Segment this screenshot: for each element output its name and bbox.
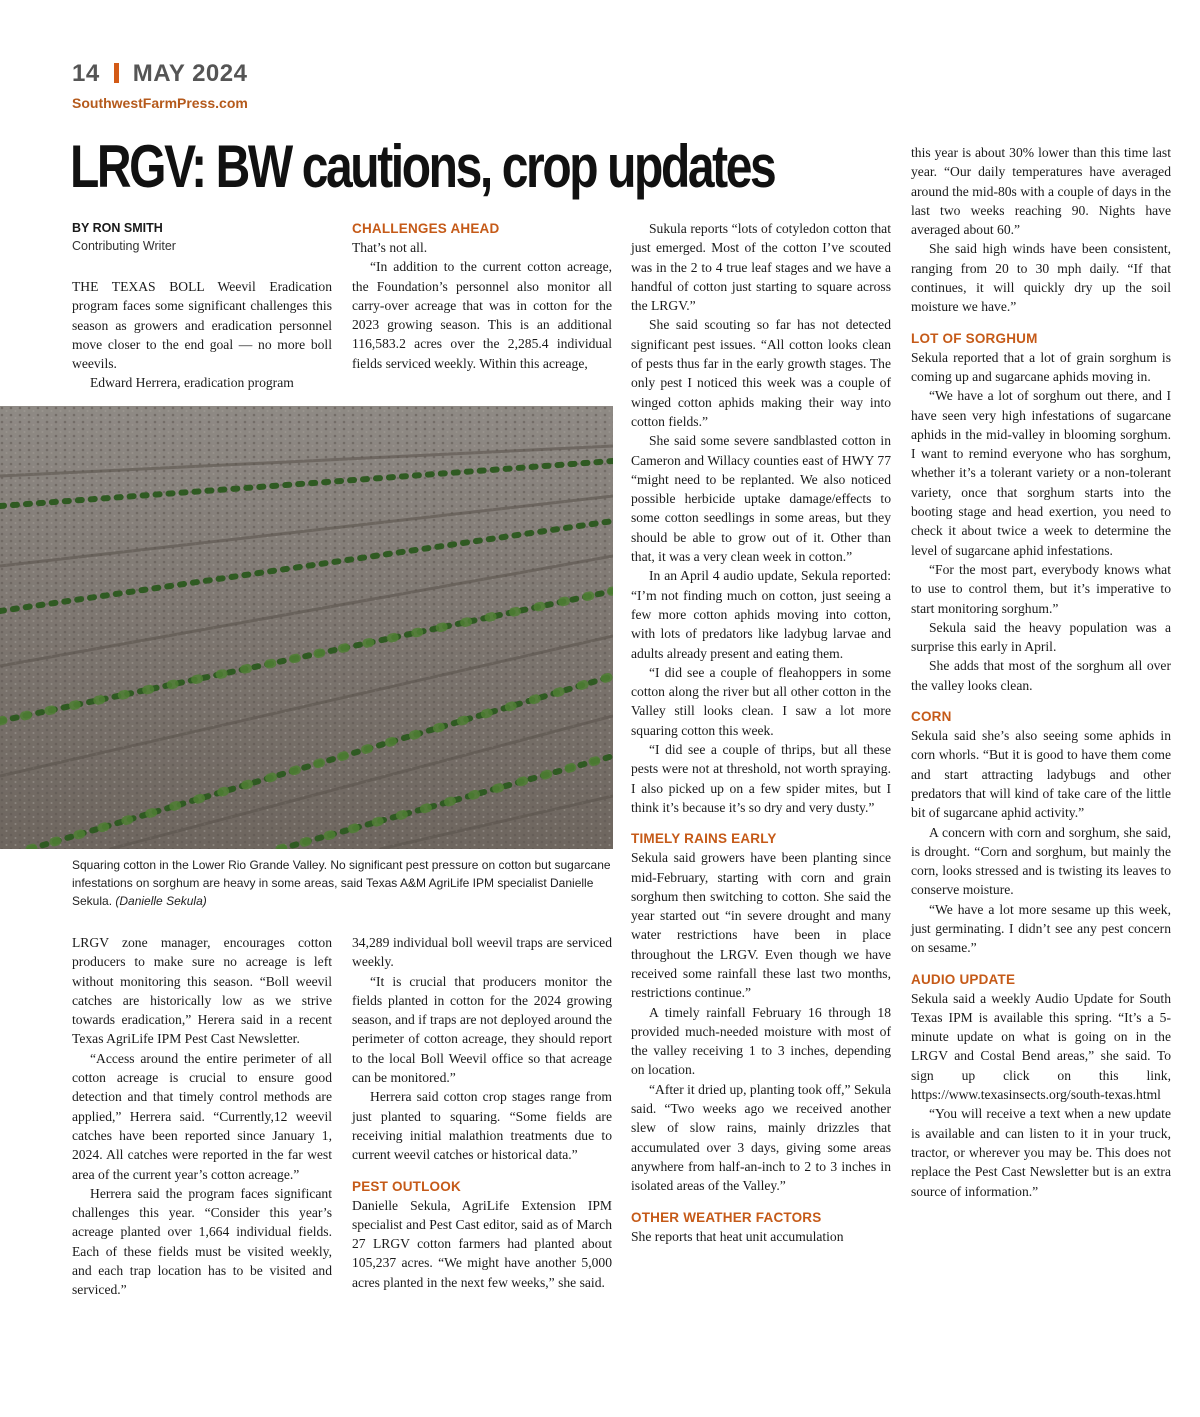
section-heading: PEST OUTLOOK [352, 1178, 461, 1194]
paragraph: She said some severe sandblasted cotton in Cameron and Willacy counties east of HWY 77 “might need to be replanted. We also noticed possible herbicide uptake damage/effects to some cotton seedlings in some areas, but they should be able to grow out of it. Other than that, it was a very clean week in cotton.” [631, 433, 891, 565]
paragraph: “After it dried up, planting took off,” Sekula said. “Two weeks ago we received another slew of slow rains, mainly drizzles that accumulated over 3 days, giving some areas anywhere from half-an-inch to 2 to 3 inches in isolated areas of the Valley.” [631, 1081, 891, 1194]
paragraph: Herrera said cotton crop stages range from just planted to squaring. “Some fields are receiving initial malathion treatments due to current weevil catches or historical data.” [352, 1089, 612, 1163]
paragraph: “In addition to the current cotton acreage, the Foundation’s personnel also monitor all carry-over acreage that was in cotton for the 2023 growing season. This is an additional 116,583.2 acres over the 2,285.4 individual fields serviced weekly. Within this acreage, [352, 259, 612, 371]
column-4 [911, 143, 1171, 1201]
section-heading: AUDIO UPDATE [911, 971, 1016, 987]
photo-caption [72, 856, 612, 910]
paragraph: In an April 4 audio update, Sekula reported: “I’m not finding much on cotton, just seeing a few more cotton aphids moving into cotton, with lots of predators like ladybug larvae and adults already present and eating them. [631, 568, 891, 661]
paragraph: She reports that heat unit accumulation [631, 1228, 844, 1244]
cotton-field-photo [0, 406, 613, 849]
paragraph: “For the most part, everybody knows what to use to control them, but it’s imperative to start monitoring sorghum.” [911, 561, 1171, 616]
paragraph: She said high winds have been consistent, ranging from 20 to 30 mph daily. “If that continues, it will quickly dry up the soil moisture we have.” [911, 241, 1171, 315]
section-heading: LOT OF SORGHUM [911, 330, 1038, 346]
section-heading: CORN [911, 709, 952, 725]
paragraph: Edward Herrera, eradication program [90, 375, 294, 391]
paragraph: A concern with corn and sorghum, she said, is drought. “Corn and sorghum, but mainly the corn, looks stressed and is twisting its leaves to conserve moisture. [911, 824, 1171, 898]
paragraph: “Access around the entire perimeter of all cotton acreage is crucial to ensure good detection and that timely control methods are applied,” Herrera said. “Currently,12 weevil catches have been reported since January 1, 2024. All catches were reported in the far west area of the current year’s cotton acreage.” [72, 1050, 332, 1182]
page-number: 14 [72, 60, 100, 87]
paragraph: LRGV zone manager, encourages cotton producers to make sure no acreage is left without monitoring this season. “Boll weevil catches are historically low as we strive towards eradication,” Herera said in a recent Texas AgriLife IPM Pest Cast Newsletter. [72, 935, 332, 1047]
column-2-top [352, 219, 612, 373]
paragraph: Sukula reports “lots of cotyledon cotton that just emerged. Most of the cotton I’ve scouted was in the 2 to 4 true leaf stages and we have a handful of cotton just starting to square across the LRGV.” [631, 221, 891, 314]
paragraph: “We have a lot more sesame up this week, just germinating. I didn’t see any pest concern on sesame.” [911, 901, 1171, 956]
paragraph: That’s not all. [352, 240, 428, 255]
paragraph: Herrera said the program faces significant challenges this year. “Consider this year’s acreage planted over 1,664 individual fields. Each of these fields must be visited weekly, and each trap location has to be visited and serviced.” [72, 1185, 332, 1298]
paragraph: Danielle Sekula, AgriLife Extension IPM specialist and Pest Cast editor, said as of March 27 LRGV cotton farmers had planted about 105,237 acres. “We might have another 5,000 acres planted in the next few weeks,” she said. [352, 1197, 612, 1290]
paragraph: Sekula said the heavy population was a surprise this early in April. [911, 619, 1171, 655]
paragraph: THE TEXAS BOLL Weevil Eradication program faces some significant challenges this season as growers and eradication personnel move closer to the end goal — no more boll weevils. [72, 279, 332, 372]
folio [72, 60, 247, 88]
site-url[interactable]: SouthwestFarmPress.com [72, 95, 248, 111]
paragraph: 34,289 individual boll weevil traps are serviced weekly. [352, 935, 612, 970]
field-image [0, 406, 613, 849]
paragraph: A timely rainfall February 16 through 18 provided much-needed moisture with most of the valley receiving 1 to 3 inches, depending on location. [631, 1004, 891, 1078]
paragraph: Sekula said she’s also seeing some aphids in corn whorls. “But it is good to have them come and start attracting ladybugs and other predators that will kind of take care of the little bit of sugarcane aphid activity.” [911, 728, 1171, 821]
paragraph: She adds that most of the sorghum all over the valley looks clean. [911, 658, 1171, 693]
paragraph: “I did see a couple of thrips, but all these pests were not at threshold, not worth spraying. I also picked up on a few spider mites, but I think it’s because it’s so dry and very dusty.” [631, 742, 891, 815]
column-2-bottom [352, 933, 612, 1292]
section-heading: TIMELY RAINS EARLY [631, 831, 777, 847]
caption-text: Squaring cotton in the Lower Rio Grande Valley. No significant pest pressure on cotton but sugarcane infestations on sorghum are heavy in some areas, said Texas A&M AgriLife IPM specialist Danielle Sekula. [72, 858, 611, 908]
paragraph: “It is crucial that producers monitor the fields planted in cotton for the 2024 growing season, and if traps are not deployed around the perimeter of cotton acreage, they should report to the local Boll Weevil office so that acreage can be monitored.” [352, 973, 612, 1086]
section-heading: CHALLENGES AHEAD [352, 221, 500, 236]
paragraph: this year is about 30% lower than this time last year. “Our daily temperatures have averaged around the mid-80s with a couple of days in the last two weeks reaching 90. Nights have averaged about 60.” [911, 145, 1171, 238]
paragraph: “You will receive a text when a new update is available and can listen to it in your truck, tractor, or wherever you may be. This does not replace the Pest Cast Newsletter but is an extra source of information.” [911, 1106, 1171, 1199]
column-1-bottom [72, 933, 332, 1300]
issue-date: MAY 2024 [132, 60, 248, 87]
paragraph: Sekula reported that a lot of grain sorghum is coming up and sugarcane aphids moving in. [911, 349, 1171, 384]
headline: LRGV: BW cautions, crop updates [70, 133, 775, 200]
section-heading: OTHER WEATHER FACTORS [631, 1209, 822, 1225]
author-role: Contributing Writer [72, 239, 176, 253]
paragraph: Sekula said growers have been planting since mid-February, starting with corn and grain sorghum then switching to cotton. She said the year started out “in severe drought and many water restrictions have been in place throughout the LRGV. Even though we have received some rainfall these last two months, restrictions continue.” [631, 850, 891, 1001]
column-1-top [72, 277, 332, 393]
folio-divider [114, 63, 119, 83]
byline: BY RON SMITH [72, 221, 163, 235]
paragraph: She said scouting so far has not detected significant pest issues. “All cotton looks clean of pests thus far in the early growth stages. The only pest I noticed this week was a couple of winged cotton aphids making their way into cotton fields.” [631, 317, 891, 429]
column-3 [631, 219, 891, 1246]
paragraph: “We have a lot of sorghum out there, and I have seen very high infestations of sugarcane aphids in the mid-valley in blooming sorghum. I want to remind everyone who has sorghum, whether it’s a tolerant variety or a non-tolerant variety, once that sorghum starts into the booting stage and head exertion, you need to check it about twice a week to determine the level of sugarcane aphid infestations. [911, 388, 1171, 558]
paragraph: “I did see a couple of fleahoppers in some cotton along the river but all other cotton in the Valley still looks clean. I saw a lot more squaring cotton this week. [631, 664, 891, 738]
photo-credit: (Danielle Sekula) [115, 894, 207, 908]
paragraph: Sekula said a weekly Audio Update for South Texas IPM is available this spring. “It’s a 5-minute update on what is going on in the LRGV and Costal Bend areas,” she said. To sign up click on this link, https://www.texasinsects.org/south-texas.html [911, 990, 1171, 1103]
